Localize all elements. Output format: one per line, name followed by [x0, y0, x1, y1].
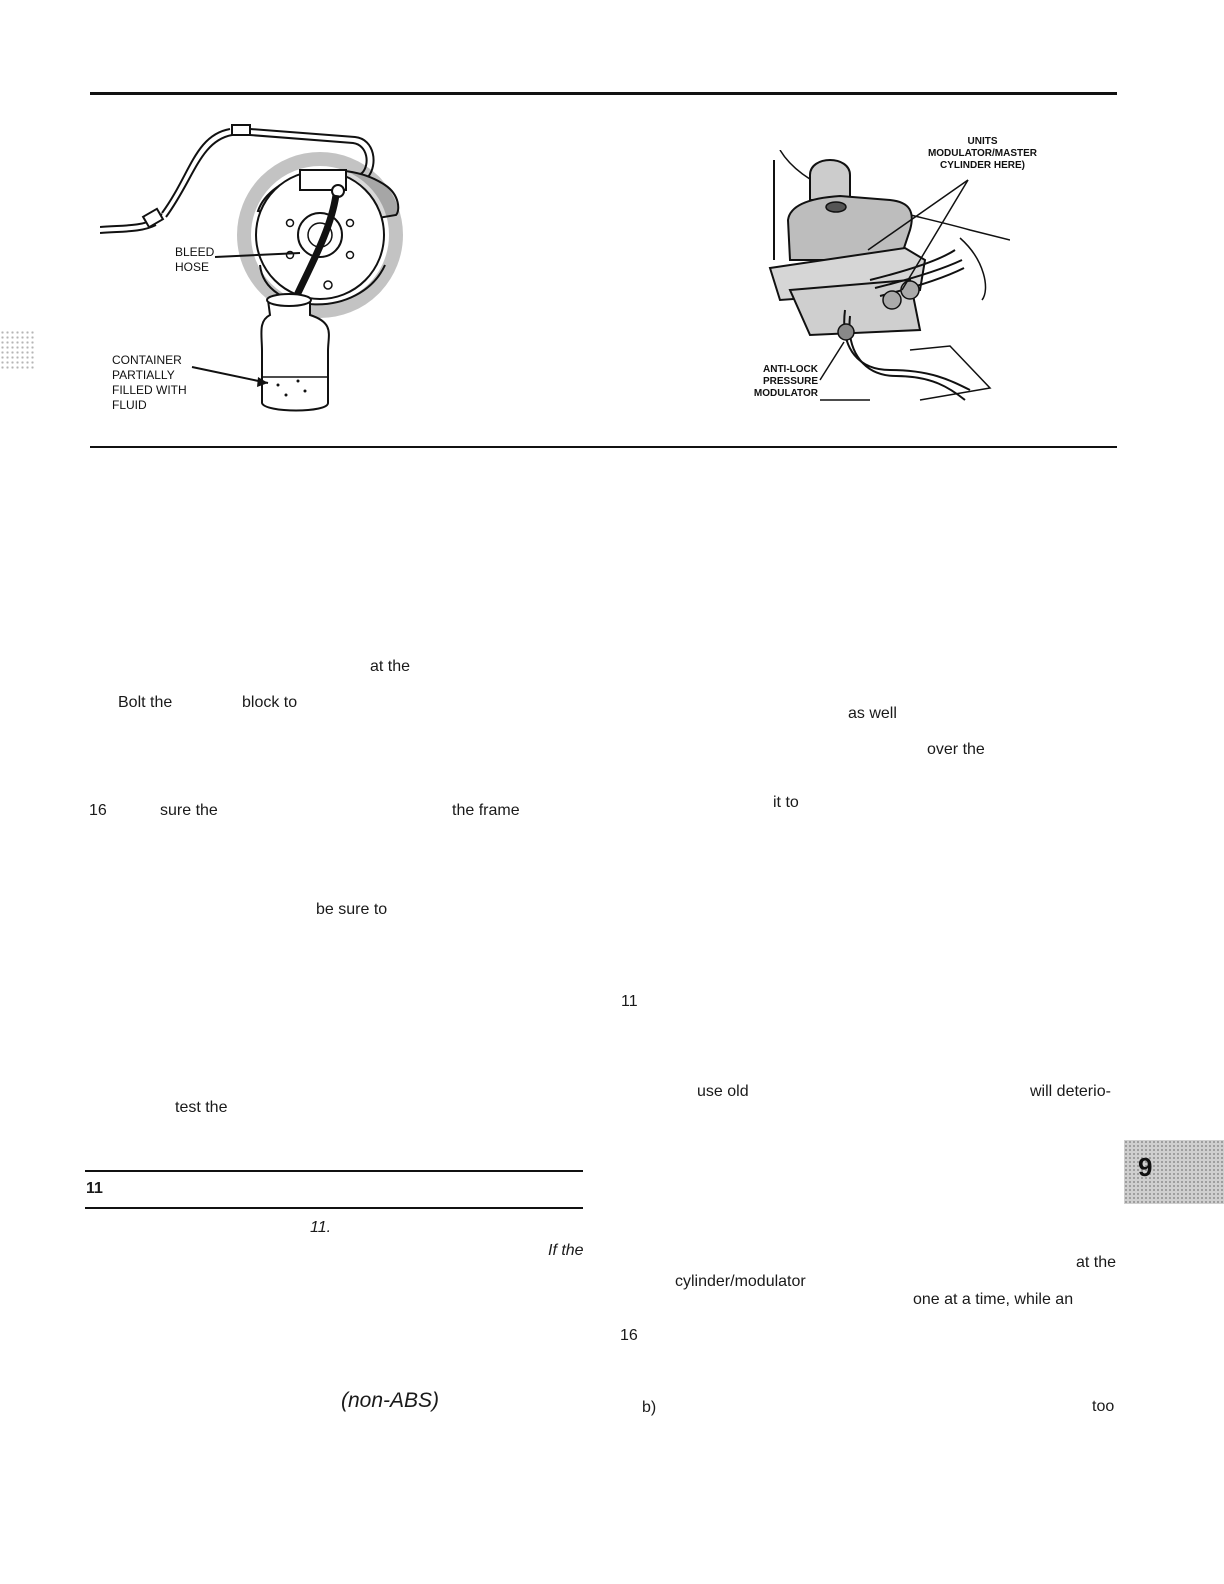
text-fragment: block to: [242, 694, 298, 711]
container-label: CONTAINER PARTIALLY FILLED WITH FLUID: [112, 353, 187, 412]
text-fragment: will deterio-: [1030, 1083, 1111, 1100]
text-fragment: be sure to: [316, 901, 388, 918]
paragraph-number: 16: [89, 802, 107, 819]
text-fragment: it to: [773, 794, 799, 811]
text-fragment: (non-ABS): [341, 1389, 440, 1412]
text-fragment: Bolt the: [118, 694, 173, 711]
text-fragment: sure the: [160, 802, 218, 819]
text-fragment: the frame: [452, 802, 520, 819]
paragraph-number: 11: [621, 993, 638, 1010]
text-fragment: use old: [697, 1083, 749, 1100]
section-number: 11: [86, 1180, 103, 1197]
paragraph-number: 16: [620, 1327, 638, 1344]
text-fragment: test the: [175, 1099, 228, 1116]
text-fragment: If the: [548, 1242, 584, 1259]
units-label: UNITS MODULATOR/MASTER CYLINDER HERE): [927, 136, 1038, 171]
chapter-number: 9: [1138, 1152, 1153, 1182]
text-fragment: 11.: [310, 1219, 332, 1236]
list-marker: b): [642, 1399, 657, 1416]
text-fragment: over the: [927, 741, 985, 758]
text-fragment: at the: [370, 658, 411, 675]
figure-bottom-rule: [90, 446, 1117, 448]
bleed-hose-label: BLEED HOSE: [175, 245, 215, 274]
header-rule: [90, 92, 1117, 95]
text-fragment: one at a time, while an: [913, 1291, 1074, 1308]
text-fragment: cylinder/modulator: [675, 1273, 806, 1290]
section-rule-bottom: [85, 1207, 583, 1209]
text-fragment: too: [1092, 1398, 1115, 1415]
text-fragment: at the: [1076, 1254, 1117, 1271]
anti-lock-label: ANTI-LOCK PRESSURE MODULATOR: [753, 364, 818, 399]
scan-speckle: [0, 330, 34, 370]
section-rule-top: [85, 1170, 583, 1172]
text-fragment: as well: [848, 705, 897, 722]
